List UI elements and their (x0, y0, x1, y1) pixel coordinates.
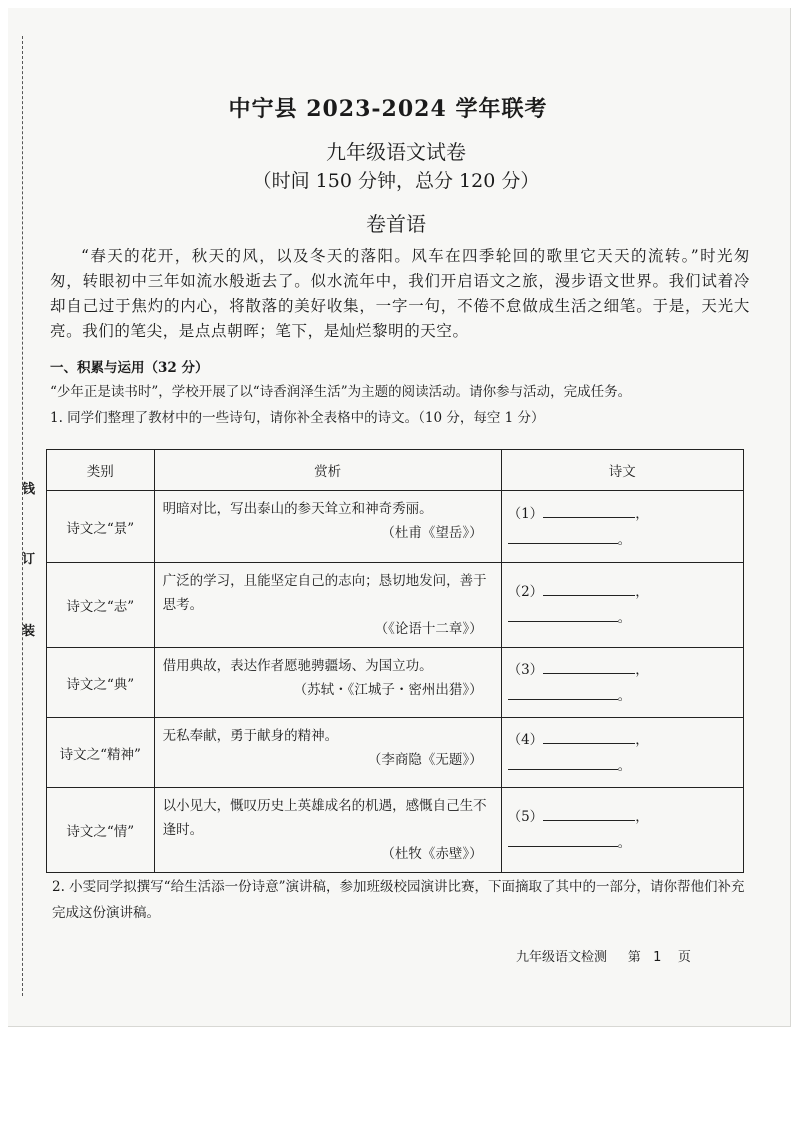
answer-number: （3） (507, 661, 544, 678)
preface-paragraph: “春天的花开，秋天的风，以及冬天的落阳。风车在四季轮回的歌里它天天的流转。”时光匆匆，转眼初中三年如流水般逝去了。似水流年中，我们开启语文之旅，漫步语文世界。我们试着冷却自己过于焦灼的内心，将散落的美好收集，一字一句，不倦不怠做成生活之细笔。于是，天光大亮。我们的笔尖，是点点朝晖；笔下，是灿烂黎明的天空。 (50, 247, 750, 340)
table-header: 类别 (47, 450, 155, 491)
answer-cell: （2） ， 。 (501, 563, 743, 648)
desc-cell (154, 491, 501, 563)
answer-cell: （1） ， 。 (501, 491, 743, 563)
binding-mark: 装 (22, 624, 36, 639)
section-intro: “少年正是读书时”，学校开展了以“诗香润泽生活”为主题的阅读活动。请你参与活动，完成任务。 (50, 384, 632, 400)
answer-number: （1） (507, 505, 544, 522)
answer-number: （5） (507, 809, 544, 825)
answer-blank[interactable] (508, 832, 618, 847)
desc-cell (154, 718, 501, 788)
binding-mark: 钱 (22, 482, 36, 497)
answer-blank[interactable] (508, 607, 618, 622)
table-row (47, 648, 744, 718)
preface-title: 卷首语 (366, 212, 426, 236)
table-header: 赏析 (154, 450, 501, 491)
answer-blank[interactable] (543, 729, 635, 744)
footer-page-prefix: 第 (627, 950, 641, 965)
exam-title: 中宁县 2023-2024 学年联考 (228, 96, 548, 122)
footer-page-suffix: 页 (677, 950, 691, 965)
exam-sheet (8, 8, 791, 1027)
answer-blank[interactable] (508, 755, 618, 770)
table-row (47, 788, 744, 873)
page-number: 1 (653, 950, 662, 965)
answer-blank[interactable] (508, 529, 618, 544)
source-text: （杜甫《望岳》） (381, 525, 483, 541)
section-heading: 一、积累与运用（32 分） (50, 360, 209, 376)
answer-blank[interactable] (543, 659, 635, 674)
table-row (47, 718, 744, 788)
desc-cell (154, 788, 501, 873)
poem-table (46, 449, 744, 873)
binding-line (22, 36, 36, 996)
question-2: 2. 小雯同学拟撰写“给生活添一份诗意”演讲稿，参加班级校园演讲比赛，下面摘取了其中的一部分，请你帮他们补充完成这份演讲稿。 (52, 879, 745, 921)
desc-cell (154, 563, 501, 648)
desc-cell (154, 648, 501, 718)
desc-text: 借用典故，表达作者愿驰骋疆场、为国立功。 (162, 658, 433, 674)
binding-mark: 订 (22, 552, 36, 567)
category-cell: 诗文之“情” (47, 788, 155, 873)
desc-text: 以小见大，慨叹历史上英雄成名的机遇，感慨自己生不逢时。 (162, 798, 487, 838)
source-text: （苏轼・《江城子・密州出猎》） (293, 682, 483, 698)
time-info: （时间 150 分钟，总分 120 分） (252, 170, 540, 192)
desc-text: 广泛的学习，且能坚定自己的志向；恳切地发问，善于思考。 (162, 573, 487, 613)
answer-number: （4） (507, 731, 544, 748)
source-text: （杜牧《赤壁》） (381, 846, 483, 862)
source-text: （李商隐《无题》） (367, 752, 483, 768)
answer-cell: （3） ， 。 (501, 648, 743, 718)
answer-cell: （4） ， 。 (501, 718, 743, 788)
question-1: 1. 同学们整理了教材中的一些诗句，请你补全表格中的诗文。（10 分，每空 1 分） (50, 410, 545, 426)
answer-blank[interactable] (508, 685, 618, 700)
category-cell: 诗文之“景” (47, 491, 155, 563)
footer-label: 九年级语文检测 (516, 950, 608, 965)
table-header-row (47, 450, 744, 491)
answer-blank[interactable] (543, 806, 635, 821)
table-row (47, 563, 744, 648)
answer-cell: （5） ， 。 (501, 788, 743, 873)
source-text: （《论语十二章》） (374, 621, 483, 637)
table-row (47, 491, 744, 563)
page-footer (516, 946, 691, 965)
category-cell: 诗文之“志” (47, 563, 155, 648)
table-header: 诗文 (501, 450, 743, 491)
exam-subtitle: 九年级语文试卷 (326, 140, 466, 164)
answer-number: （2） (507, 584, 544, 600)
category-cell: 诗文之“典” (47, 648, 155, 718)
desc-text: 明暗对比，写出泰山的参天耸立和神奇秀丽。 (162, 501, 433, 517)
answer-blank[interactable] (543, 503, 635, 518)
answer-blank[interactable] (543, 581, 635, 596)
desc-text: 无私奉献，勇于献身的精神。 (162, 728, 339, 744)
category-cell: 诗文之“精神” (47, 718, 155, 788)
